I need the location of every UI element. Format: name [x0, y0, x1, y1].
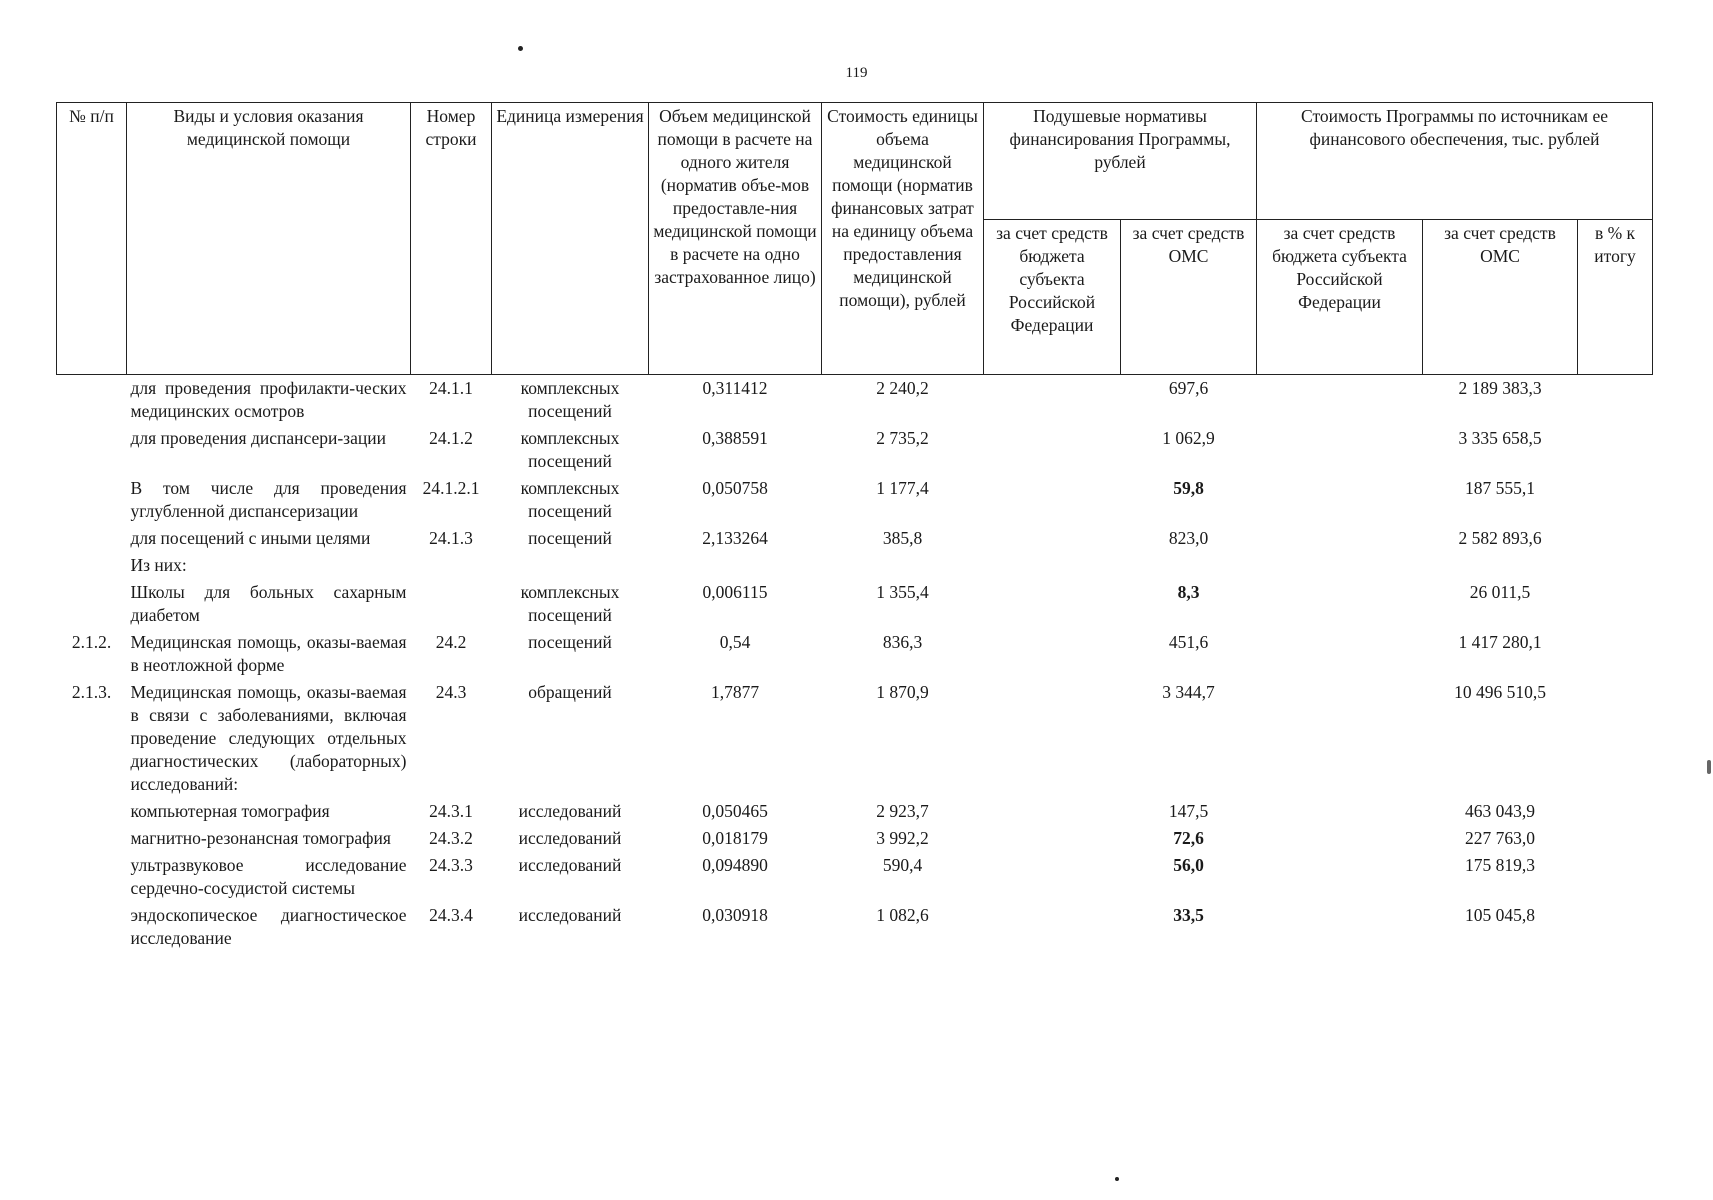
- cell-unit: комплексных посещений: [520, 582, 620, 625]
- scan-speck: [1115, 1177, 1119, 1181]
- cell-num: [57, 425, 127, 475]
- cell-pc-budget: [984, 798, 1121, 825]
- cell-pc-oms: 147,5: [1168, 801, 1209, 821]
- cell-name: Медицинская помощь, оказы-ваемая в неотложной форме: [130, 632, 407, 675]
- cell-prog-oms: 227 763,0: [1465, 828, 1535, 848]
- cell-pc-budget: [984, 525, 1121, 552]
- cell-unit: исследований: [518, 828, 622, 848]
- cell-unit: комплексных посещений: [520, 478, 620, 521]
- cell-prog-oms: 2 189 383,3: [1458, 378, 1542, 398]
- table-row: [57, 525, 1653, 552]
- cell-cost: 1 355,4: [876, 582, 929, 602]
- cell-prog-oms: 187 555,1: [1465, 478, 1535, 498]
- cell-volume: 0,388591: [702, 428, 768, 448]
- cell-num: [57, 798, 127, 825]
- cell-pc-oms: 823,0: [1168, 528, 1209, 548]
- cell-cost: 590,4: [882, 855, 923, 875]
- table-row: [57, 825, 1653, 852]
- cell-unit: [492, 552, 649, 579]
- table-row: [57, 629, 1653, 679]
- cell-prog-budget: [1257, 629, 1423, 679]
- cell-pc-oms: 56,0: [1173, 855, 1204, 875]
- cell-pc-oms: 1 062,9: [1162, 428, 1215, 448]
- cell-prog-pct: [1578, 852, 1653, 902]
- cell-pc-budget: [984, 852, 1121, 902]
- table-row: [57, 852, 1653, 902]
- cell-prog-pct: [1578, 425, 1653, 475]
- cell-prog-budget: [1257, 525, 1423, 552]
- cell-pc-oms: 33,5: [1173, 905, 1204, 925]
- cell-prog-pct: [1578, 475, 1653, 525]
- cell-unit: комплексных посещений: [520, 378, 620, 421]
- cell-unit: комплексных посещений: [520, 428, 620, 471]
- header-kind: Виды и условия оказания медицинской помощи: [127, 103, 411, 375]
- header-prog-oms: за счет средств ОМС: [1423, 220, 1578, 375]
- cell-name: магнитно-резонансная томография: [130, 828, 391, 848]
- cell-pc-oms: 3 344,7: [1162, 682, 1215, 702]
- cell-prog-pct: [1578, 375, 1653, 426]
- cell-unit: исследований: [518, 801, 622, 821]
- cell-cost: 1 177,4: [876, 478, 929, 498]
- table-row: [57, 679, 1653, 798]
- cell-prog-oms: 10 496 510,5: [1454, 682, 1546, 702]
- cell-unit: посещений: [528, 528, 612, 548]
- cell-unit: обращений: [528, 682, 612, 702]
- cell-pc-oms: 697,6: [1168, 378, 1209, 398]
- cell-volume: 0,006115: [702, 582, 768, 602]
- cell-prog-budget: [1257, 425, 1423, 475]
- cell-pc-budget: [984, 579, 1121, 629]
- cell-num: [57, 852, 127, 902]
- cell-prog-oms: 3 335 658,5: [1458, 428, 1542, 448]
- cell-name: для проведения диспансери-зации: [130, 428, 386, 448]
- cell-pc-budget: [984, 629, 1121, 679]
- cell-name: эндоскопическое диагностическое исследование: [130, 905, 407, 948]
- cell-prog-pct: [1578, 679, 1653, 798]
- cell-cost: 385,8: [882, 528, 923, 548]
- cell-volume: 0,050758: [702, 478, 768, 498]
- cell-name: Школы для больных сахарным диабетом: [130, 582, 407, 625]
- header-num: № п/п: [57, 103, 127, 375]
- cell-prog-budget: [1257, 579, 1423, 629]
- cell-volume: 0,54: [719, 632, 751, 652]
- cell-volume: 1,7877: [710, 682, 760, 702]
- cell-line: 24.1.3: [429, 528, 473, 548]
- cell-num: [57, 825, 127, 852]
- cell-prog-budget: [1257, 679, 1423, 798]
- cell-volume: 0,050465: [702, 801, 768, 821]
- cell-prog-pct: [1578, 629, 1653, 679]
- cell-prog-pct: [1578, 825, 1653, 852]
- cell-name: ультразвуковое исследование сердечно-сосудистой системы: [130, 855, 407, 898]
- cell-volume: [649, 552, 822, 579]
- cell-volume: 0,030918: [702, 905, 768, 925]
- cell-pc-budget: [984, 425, 1121, 475]
- table-row: [57, 798, 1653, 825]
- header-prog-pct: в % к итогу: [1578, 220, 1653, 375]
- cell-prog-pct: [1578, 552, 1653, 579]
- cell-line: 24.3.1: [429, 801, 473, 821]
- cell-pc-budget: [984, 552, 1121, 579]
- cell-num: [57, 375, 127, 426]
- cell-num: [57, 475, 127, 525]
- cell-name: для проведения профилакти-ческих медицинских осмотров: [130, 378, 407, 421]
- table-row: [57, 475, 1653, 525]
- cell-unit: исследований: [518, 855, 622, 875]
- cell-line: 24.3.4: [429, 905, 473, 925]
- cell-prog-oms: 2 582 893,6: [1458, 528, 1542, 548]
- cell-prog-oms: 1 417 280,1: [1458, 632, 1542, 652]
- cell-cost: 1 870,9: [876, 682, 929, 702]
- program-cost-table: [56, 102, 1653, 952]
- cell-prog-budget: [1257, 475, 1423, 525]
- cell-prog-budget: [1257, 375, 1423, 426]
- cell-prog-budget: [1257, 825, 1423, 852]
- cell-pc-budget: [984, 825, 1121, 852]
- cell-num: [57, 902, 127, 952]
- table-row: [57, 579, 1653, 629]
- cell-line: [411, 552, 492, 579]
- cell-num: [57, 579, 127, 629]
- cell-prog-pct: [1578, 579, 1653, 629]
- cell-line: 24.3.2: [429, 828, 473, 848]
- cell-volume: 2,133264: [702, 528, 768, 548]
- cell-pc-budget: [984, 902, 1121, 952]
- cell-prog-oms: 105 045,8: [1465, 905, 1535, 925]
- cell-volume: 0,311412: [702, 378, 768, 398]
- cell-name: В том числе для проведения углубленной диспансеризации: [130, 478, 407, 521]
- cell-volume: 0,094890: [702, 855, 768, 875]
- cell-num: 2.1.2.: [71, 632, 112, 652]
- cell-pc-budget: [984, 679, 1121, 798]
- table-row: [57, 902, 1653, 952]
- cell-pc-budget: [984, 475, 1121, 525]
- cell-prog-budget: [1257, 852, 1423, 902]
- cell-pc-oms: 59,8: [1173, 478, 1204, 498]
- cell-line: 24.3: [435, 682, 467, 702]
- scan-speck: [518, 46, 523, 51]
- cell-prog-pct: [1578, 525, 1653, 552]
- cell-cost: 1 082,6: [876, 905, 929, 925]
- cell-name: Из них:: [130, 555, 187, 575]
- cell-volume: 0,018179: [702, 828, 768, 848]
- cell-name: компьютерная томография: [130, 801, 330, 821]
- cell-unit: исследований: [518, 905, 622, 925]
- table-row: [57, 552, 1653, 579]
- cell-num: [57, 525, 127, 552]
- header-prog-budget: за счет средств бюджета субъекта Российской Федерации: [1257, 220, 1423, 375]
- cell-name: для посещений с иными целями: [130, 528, 371, 548]
- page-number: 119: [845, 65, 868, 81]
- header-pc-oms: за счет средств ОМС: [1121, 220, 1257, 375]
- cell-line: 24.1.2.1: [422, 478, 480, 498]
- table-row: [57, 425, 1653, 475]
- cell-cost: 836,3: [882, 632, 923, 652]
- cell-cost: 3 992,2: [876, 828, 929, 848]
- header-volume: Объем медицинской помощи в расчете на одного жителя (норматив объе-мов предоставле-ния медицинской помощи в расчете на одно застрахованное лицо): [649, 103, 822, 375]
- cell-line: 24.3.3: [429, 855, 473, 875]
- cell-prog-oms: 463 043,9: [1465, 801, 1535, 821]
- cell-cost: [822, 552, 984, 579]
- cell-prog-pct: [1578, 902, 1653, 952]
- cell-pc-oms: 451,6: [1168, 632, 1209, 652]
- cell-line: 24.2: [435, 632, 467, 652]
- cell-cost: 2 735,2: [876, 428, 929, 448]
- cell-prog-budget: [1257, 902, 1423, 952]
- table-row: [57, 375, 1653, 426]
- cell-cost: 2 923,7: [876, 801, 929, 821]
- cell-line: 24.1.1: [429, 378, 473, 398]
- header-percapita: Подушевые нормативы финансирования Программы, рублей: [984, 103, 1257, 220]
- cell-num: 2.1.3.: [71, 682, 112, 702]
- cell-prog-pct: [1578, 798, 1653, 825]
- cell-prog-oms: [1423, 552, 1578, 579]
- cell-pc-budget: [984, 375, 1121, 426]
- cell-line: 24.1.2: [429, 428, 473, 448]
- scan-speck: [1707, 760, 1711, 774]
- cell-prog-oms: 175 819,3: [1465, 855, 1535, 875]
- cell-name: Медицинская помощь, оказы-ваемая в связи с заболеваниями, включая проведение следующих отдельных диагностических (лабораторных) исследований:: [130, 682, 407, 794]
- cell-pc-oms: [1121, 552, 1257, 579]
- cell-pc-oms: 72,6: [1173, 828, 1204, 848]
- header-pc-budget: за счет средств бюджета субъекта Российской Федерации: [984, 220, 1121, 375]
- header-program-cost: Стоимость Программы по источникам ее финансового обеспечения, тыс. рублей: [1257, 103, 1653, 220]
- cell-line: [411, 579, 492, 629]
- header-cost: Стоимость единицы объема медицинской помощи (норматив финансовых затрат на единицу объема предоставления медицинской помощи), рублей: [822, 103, 984, 375]
- header-unit: Единица измерения: [492, 103, 649, 375]
- cell-cost: 2 240,2: [876, 378, 929, 398]
- cell-prog-budget: [1257, 798, 1423, 825]
- cell-pc-oms: 8,3: [1177, 582, 1200, 602]
- cell-num: [57, 552, 127, 579]
- cell-prog-budget: [1257, 552, 1423, 579]
- cell-prog-oms: 26 011,5: [1469, 582, 1531, 602]
- cell-unit: посещений: [528, 632, 612, 652]
- header-line: Номер строки: [411, 103, 492, 375]
